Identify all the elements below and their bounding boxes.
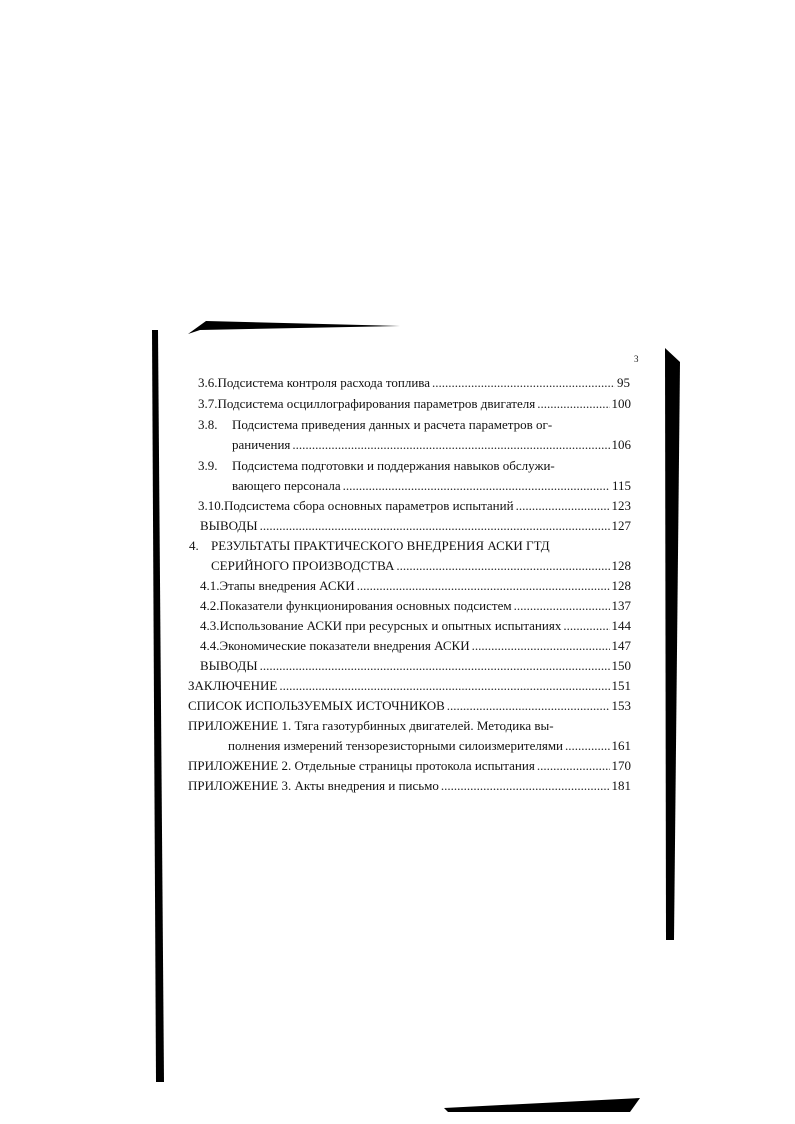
toc-leader-dots [441,778,610,794]
toc-entry [188,778,631,794]
toc-entry-page: 106 [611,437,631,452]
toc-entry-number: 4.4. [200,638,220,653]
toc-entry-number: 4. [189,538,199,553]
toc-entry-title: Подсистема сбора основных параметров испытаний [224,498,514,513]
toc-entry-number: 4.2. [200,598,220,613]
toc-entry [200,638,631,654]
toc-entry-page: 128 [611,578,631,593]
toc-entry-title: вающего персонала [232,478,341,493]
toc-entry-page: 127 [611,518,631,533]
toc-entry-page: 147 [611,638,631,653]
toc-entry-page: 153 [611,698,631,713]
toc-entry [228,738,631,754]
toc-leader-dots [516,498,610,514]
toc-entry-title: полнения измерений тензорезисторными силоизмерителями [228,738,564,753]
toc-entry-title: Показатели функционирования основных подсистем [219,598,512,613]
toc-leader-dots [343,478,610,494]
toc-entry-title: ВЫВОДЫ [200,658,258,673]
toc-leader-dots [565,738,609,754]
toc-entry-title: Экономические показатели внедрения АСКИ [219,638,470,653]
toc-entry-number: 3.10. [198,498,224,513]
toc-entry-page: 170 [611,758,631,773]
toc-entry-page: 100 [611,396,631,411]
toc-leader-dots [537,758,610,774]
toc-entry [200,658,631,674]
toc-entry-page: 123 [611,498,631,513]
toc-entry-title: ПРИЛОЖЕНИЕ 2. Отдельные страницы протокола испытания [188,758,535,773]
toc-entry-title: ПРИЛОЖЕНИЕ 3. Акты внедрения и письмо [188,778,439,793]
toc-entry [200,618,631,634]
toc-entry [188,758,631,774]
toc-entry-title: Использование АСКИ при ресурсных и опытных испытаниях [219,618,562,633]
toc-entry [200,578,631,594]
toc-entry-number: 3.6. [198,375,218,390]
page-number: 3 [634,354,639,364]
toc-leader-dots [472,638,610,654]
toc-entry-title: ВЫВОДЫ [200,518,258,533]
toc-entry-page: 150 [611,658,631,673]
toc-entry [232,437,631,453]
toc-entry-page: 95 [617,375,630,390]
toc-leader-dots [432,375,615,391]
toc-leader-dots [447,698,610,714]
toc-entry [200,598,631,614]
toc-entry-page: 115 [611,478,631,493]
toc-entry-title-line1: 3.8. Подсистема приведения данных и расчета параметров ог- [198,417,553,432]
toc-entry-title: Этапы внедрения АСКИ [219,578,355,593]
toc-leader-dots [537,396,609,412]
toc-entry [200,518,631,534]
toc-leader-dots [357,578,610,594]
toc-entry-number: 4.3. [200,618,220,633]
toc-entry-title: ЗАКЛЮЧЕНИЕ [188,678,278,693]
toc-chapter-title-line1: 4. РЕЗУЛЬТАТЫ ПРАКТИЧЕСКОГО ВНЕДРЕНИЯ АСКИ ГТД [189,538,550,553]
toc-entry-title: раничения [232,437,291,452]
toc-entry-title: Подсистема осциллографирования параметров двигателя [217,396,536,411]
toc-entry-page: 144 [611,618,631,633]
toc-entry-page: 151 [611,678,631,693]
toc-leader-dots [260,518,610,534]
toc-entry-page: 161 [611,738,631,753]
toc-entry-title-line1: 3.9. Подсистема подготовки и поддержания навыков обслужи- [198,458,555,473]
toc-entry-number: 4.1. [200,578,220,593]
toc-entry [211,558,631,574]
toc-entry [198,396,631,412]
toc-entry [188,698,631,714]
toc-leader-dots [396,558,609,574]
toc-entry-number: 3.9. [198,458,218,473]
toc-entry-page: 181 [611,778,631,793]
toc-entry-page: 137 [611,598,631,613]
toc-entry-page: 128 [611,558,631,573]
toc-entry [198,375,630,391]
toc-entry-title: СЕРИЙНОГО ПРОИЗВОДСТВА [211,558,395,573]
toc-entry-title: СПИСОК ИСПОЛЬЗУЕМЫХ ИСТОЧНИКОВ [188,698,445,713]
toc-entry [198,498,631,514]
toc-entry-number: 3.8. [198,417,218,432]
toc-leader-dots [279,678,609,694]
toc-entry-title: Подсистема контроля расхода топлива [217,375,431,390]
toc-leader-dots [514,598,610,614]
toc-entry [232,478,631,494]
toc-entry [188,678,631,694]
toc-appendix-title-line1: ПРИЛОЖЕНИЕ 1. Тяга газотурбинных двигателей. Методика вы- [188,718,554,733]
toc-leader-dots [260,658,610,674]
toc-entry-number: 3.7. [198,396,218,411]
toc-leader-dots [292,437,609,453]
toc-leader-dots [563,618,609,634]
